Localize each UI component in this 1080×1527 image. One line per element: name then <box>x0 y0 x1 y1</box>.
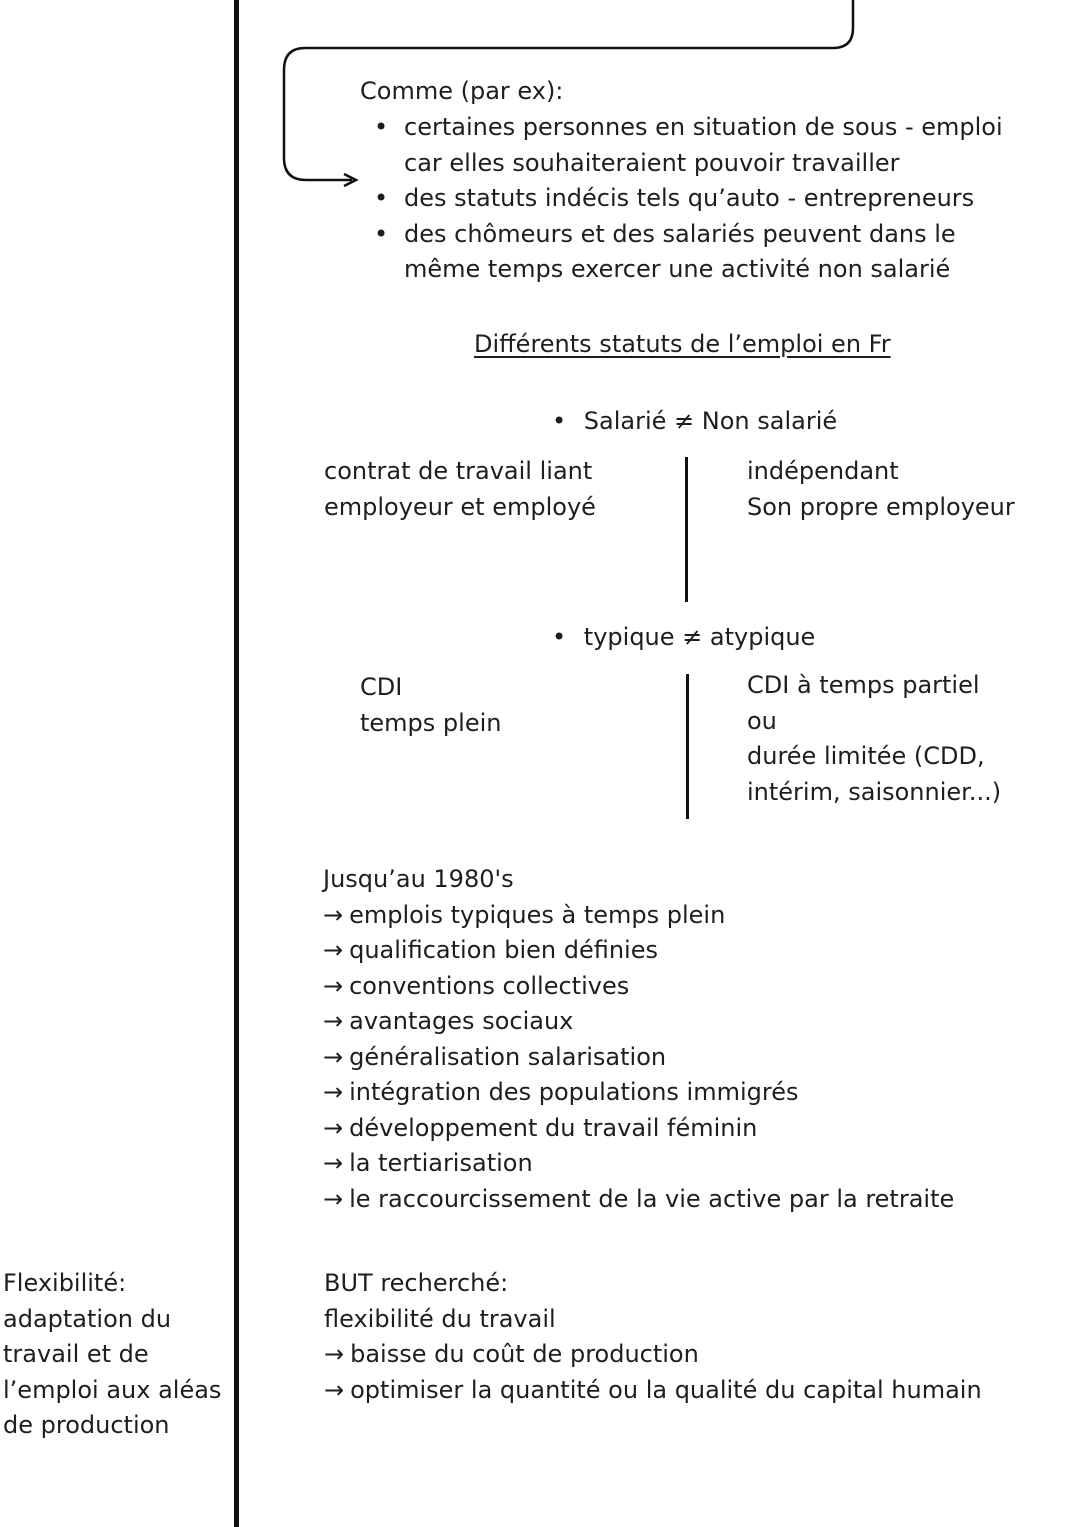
list-item <box>323 1146 954 1182</box>
list-item-text: baisse du coût de production <box>350 1340 699 1368</box>
comparison-2-right-line: ou <box>747 706 777 735</box>
bullet-icon: • <box>552 407 567 435</box>
comparison-2-left-line: temps plein <box>360 708 502 737</box>
arrow-icon: → <box>323 1007 344 1035</box>
comparison-1-left-line: contrat de travail liant <box>324 457 593 485</box>
comparison-1-heading-text: Salarié ≠ Non salarié <box>583 407 838 435</box>
list-item-text: conventions collectives <box>349 971 630 1000</box>
list-item-text: généralisation salarisation <box>349 1042 667 1071</box>
list-item <box>374 181 1003 217</box>
comparison-1-right-line: indépendant <box>747 457 899 485</box>
comparison-2-left <box>360 670 501 741</box>
list-item <box>323 1182 954 1218</box>
list-item <box>323 933 954 969</box>
arrow-icon: → <box>323 1184 344 1213</box>
history-block <box>323 862 954 1217</box>
comparison-2-heading-text: typique ≠ atypique <box>583 623 816 651</box>
arrow-icon: → <box>323 1042 344 1071</box>
margin-note-line: adaptation du <box>3 1304 172 1333</box>
section-title <box>474 327 891 363</box>
list-item-text: optimiser la quantité ou la qualité du capital humain <box>350 1375 982 1404</box>
list-item <box>324 1373 982 1409</box>
arrow-icon: → <box>323 971 344 1000</box>
example-3-line-1: des chômeurs et des salariés peuvent dans le <box>404 219 956 248</box>
list-item <box>323 1004 954 1040</box>
comparison-1-right-line: Son propre employeur <box>747 492 1015 521</box>
list-item-text: emplois typiques à temps plein <box>349 900 726 929</box>
comparison-1-right <box>747 454 1015 525</box>
list-item-text: le raccourcissement de la vie active par la retraite <box>349 1184 955 1213</box>
goal-heading: BUT recherché: <box>324 1269 509 1297</box>
list-item <box>323 1075 954 1111</box>
list-item <box>323 969 954 1005</box>
margin-note-line: travail et de <box>3 1340 149 1368</box>
comparison-2-divider <box>686 674 689 819</box>
bullet-icon: • <box>374 113 389 141</box>
bullet-icon: • <box>374 219 389 248</box>
comparison-1-divider <box>685 457 688 602</box>
comparison-2-right <box>747 668 1001 810</box>
margin-note-line: Flexibilité: <box>3 1269 127 1297</box>
examples-list <box>374 110 1003 288</box>
examples-intro: Comme (par ex): <box>360 77 564 105</box>
comparison-2-right-line: intérim, saisonnier...) <box>747 777 1002 806</box>
margin-note <box>3 1266 221 1444</box>
arrow-icon: → <box>323 1078 344 1106</box>
goal-subheading: flexibilité du travail <box>324 1304 556 1333</box>
bullet-icon: • <box>552 623 567 651</box>
bullet-icon: • <box>374 184 389 212</box>
arrow-icon: → <box>324 1375 345 1404</box>
list-item <box>323 898 954 934</box>
goal-block <box>324 1266 982 1408</box>
comparison-2-left-line: CDI <box>360 673 403 701</box>
example-3-line-2: même temps exercer une activité non salarié <box>404 255 951 283</box>
comparison-1-left-line: employeur et employé <box>324 492 596 521</box>
list-item-text: la tertiarisation <box>349 1149 533 1177</box>
comparison-1-heading <box>552 404 837 440</box>
margin-note-line: de production <box>3 1411 170 1439</box>
margin-rule <box>234 0 239 1527</box>
list-item <box>323 1111 954 1147</box>
history-heading: Jusqu’au 1980's <box>323 865 514 893</box>
comparison-2-heading <box>552 620 815 656</box>
arrow-icon: → <box>323 900 344 929</box>
section-title-text: Différents statuts de l’emploi en Fr <box>474 330 891 358</box>
list-item-text: qualification bien définies <box>349 936 658 964</box>
example-2-line-1: des statuts indécis tels qu’auto - entrepreneurs <box>404 184 975 212</box>
example-1-line-1: certaines personnes en situation de sous - emploi <box>404 113 1003 141</box>
list-item-text: développement du travail féminin <box>349 1113 758 1142</box>
arrow-icon: → <box>323 1113 344 1142</box>
list-item-text: avantages sociaux <box>349 1007 574 1035</box>
list-item <box>374 217 1003 288</box>
comparison-1-left <box>324 454 596 525</box>
list-item <box>374 110 1003 181</box>
margin-note-line: l’emploi aux aléas <box>3 1375 222 1404</box>
comparison-2-right-line: durée limitée (CDD, <box>747 742 985 770</box>
arrow-icon: → <box>323 1149 344 1177</box>
example-1-line-2: car elles souhaiteraient pouvoir travailler <box>404 148 900 177</box>
list-item <box>323 1040 954 1076</box>
list-item-text: intégration des populations immigrés <box>349 1078 799 1106</box>
comparison-2-right-line: CDI à temps partiel <box>747 671 980 699</box>
arrow-icon: → <box>324 1340 345 1368</box>
arrow-icon: → <box>323 936 344 964</box>
list-item <box>324 1337 982 1373</box>
